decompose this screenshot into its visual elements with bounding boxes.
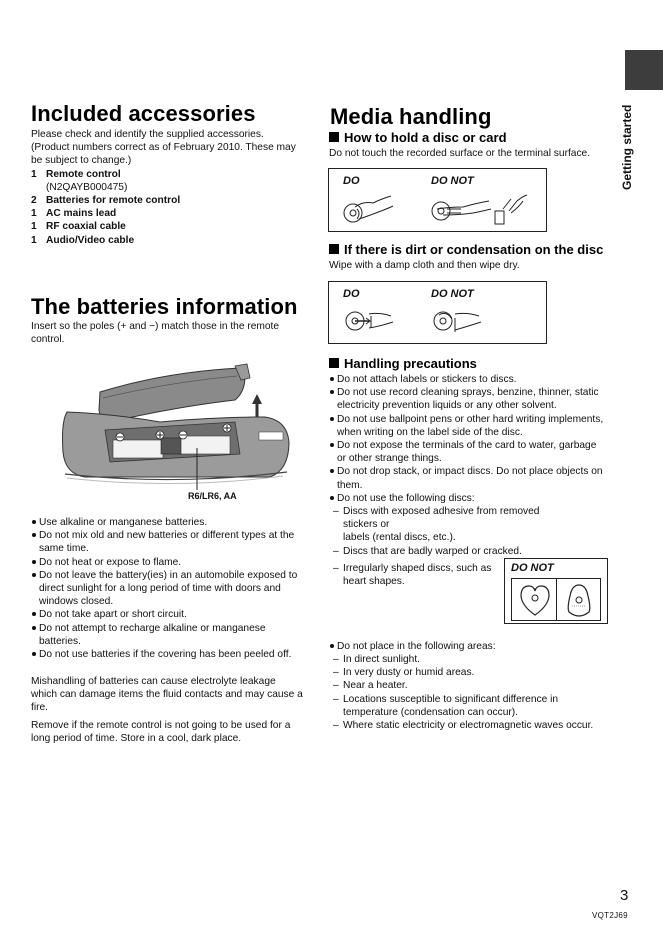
warning-line: Mishandling of batteries can cause electrolyte leakage: [31, 676, 276, 687]
accessory-code-row: [31, 181, 321, 194]
disc-type-item: [329, 545, 559, 558]
bullet-text: batteries.: [39, 635, 81, 647]
area-item: [329, 693, 629, 719]
disc-type-item: [329, 505, 559, 545]
dash-text: Discs with exposed adhesive from removed stickers or: [343, 506, 540, 531]
area-item: [329, 653, 629, 666]
precaution-item: [329, 386, 629, 412]
do-not-label: DO NOT: [431, 288, 474, 300]
battery-precautions-list: [31, 516, 321, 661]
heart-disc-icon: [518, 582, 552, 618]
remote-control-icon: [55, 362, 295, 502]
precaution-item: [329, 413, 629, 439]
accessory-qty: 1: [31, 208, 37, 220]
battery-precaution-item: [31, 608, 321, 621]
bullet-text: when writing on the label side of the disc.: [337, 426, 523, 438]
bullet-text: Use alkaline or manganese batteries.: [39, 517, 208, 528]
bullet-text: Do not mix old and new batteries or different types at the: [39, 530, 295, 542]
battery-precaution-item: [31, 529, 321, 555]
accessory-item: [31, 234, 321, 247]
precaution-item: [329, 465, 629, 491]
bullet-text: Do not drop stack, or impact discs. Do not place objects on: [337, 466, 603, 478]
bullet-text: Do not use batteries if the covering has been peeled off.: [39, 649, 292, 661]
handling-precautions-heading: [329, 356, 477, 372]
hold-disc-surface-icon: [429, 193, 539, 229]
accessory-product-code: (N2QAYB000475): [46, 181, 128, 193]
dash-text: Locations susceptible to significant difference in: [343, 693, 559, 705]
storage-line: long period of time. Store in a cool, dark place.: [31, 733, 242, 745]
accessories-intro-line1: Please check and identify the supplied accessories.: [31, 129, 264, 140]
battery-type-label: R6/LR6, AA: [188, 491, 237, 501]
heading-text: If there is dirt or condensation on the disc: [344, 242, 604, 257]
precaution-item: [329, 439, 629, 465]
bullet-text: Do not place in the following areas:: [337, 641, 496, 652]
hold-disc-text: Do not touch the recorded surface or the terminal surface.: [329, 148, 591, 159]
dirt-heading: [329, 242, 603, 258]
dash-text: Where static electricity or electromagnetic waves occur.: [343, 720, 594, 732]
document-code: VQT2J69: [592, 911, 628, 920]
placement-list: [329, 640, 629, 653]
bullet-text: Do not use record cleaning sprays, benzine, thinner, static: [337, 387, 599, 399]
page-number: 3: [620, 887, 629, 904]
warning-line: fire.: [31, 702, 48, 714]
dash-text: Discs that are badly warped or cracked.: [343, 545, 522, 557]
area-item: [329, 666, 629, 679]
area-item: [329, 719, 629, 732]
dash-text: In very dusty or humid areas.: [343, 667, 475, 679]
disc-shape-panel: [511, 578, 601, 621]
battery-precaution-item: [31, 622, 321, 648]
batteries-title: The batteries information: [31, 294, 298, 319]
accessory-item: [31, 220, 321, 233]
bullet-text: Do not use ballpoint pens or other hard writing implements,: [337, 413, 604, 425]
do-label: DO: [343, 288, 360, 300]
bullet-text: Do not use the following discs:: [337, 492, 475, 504]
accessory-qty: 2: [31, 195, 37, 207]
accessory-name: Audio/Video cable: [46, 234, 135, 246]
media-handling-title: Media handling: [330, 104, 492, 129]
wipe-circular-icon: [431, 306, 491, 336]
wipe-disc-figure-box: [328, 281, 547, 344]
accessory-name: RF coaxial cable: [46, 221, 126, 233]
handling-precautions-list: [329, 373, 629, 505]
dash-text: Irregularly shaped discs, such as: [343, 562, 492, 574]
accessories-intro-line3: be subject to change.): [31, 155, 132, 167]
dash-text: heart shapes.: [343, 576, 405, 588]
bullet-text: Do not leave the battery(ies) in an automobile exposed to: [39, 569, 298, 581]
remote-battery-illustration: [55, 362, 295, 502]
do-not-label: DO NOT: [431, 175, 474, 187]
accessory-name: Remote control: [46, 168, 121, 180]
precaution-item: [329, 373, 629, 386]
irregular-disc-figure-box: [504, 558, 608, 624]
section-tab-text: Getting started: [620, 104, 634, 190]
bullet-text: or other strange things.: [337, 453, 442, 465]
heading-text: Handling precautions: [344, 356, 477, 371]
area-item: [329, 679, 629, 692]
bullet-text: Do not attach labels or stickers to discs.: [337, 374, 517, 385]
accessory-item: [31, 194, 321, 207]
hold-disc-edge-icon: [341, 193, 401, 227]
accessories-list: [31, 168, 321, 247]
do-label: DO: [343, 175, 360, 187]
bullet-text: Do not heat or expose to flame.: [39, 556, 182, 568]
do-not-label: DO NOT: [511, 562, 554, 574]
batteries-intro-line2: control.: [31, 334, 65, 346]
placement-areas-list: [329, 653, 629, 732]
dash-text: labels (rental discs, etc.).: [343, 532, 456, 544]
accessory-item: [31, 207, 321, 220]
dirt-text: Wipe with a damp cloth and then wipe dry.: [329, 260, 520, 271]
battery-storage-paragraph: [31, 719, 321, 745]
accessory-name: Batteries for remote control: [46, 195, 181, 207]
accessory-qty: 1: [31, 221, 37, 233]
battery-precaution-item: [31, 516, 321, 529]
accessory-qty: 1: [31, 168, 37, 180]
battery-precaution-item: [31, 556, 321, 569]
battery-precaution-item: [31, 569, 321, 609]
accessory-qty: 1: [31, 234, 37, 246]
bullet-text: Do not take apart or short circuit.: [39, 609, 187, 621]
batteries-intro-line1: Insert so the poles (+ and −) match those in the remote: [31, 321, 280, 332]
pear-disc-icon: [564, 582, 594, 618]
bullet-text: direct sunlight for a long period of time with doors and: [39, 583, 281, 595]
section-tab-marker: [625, 50, 663, 90]
bullet-text: Do not expose the terminals of the card to water, garbage: [337, 440, 597, 452]
warning-line: which can damage items the fluid contacts and may cause a: [31, 689, 303, 701]
square-bullet-icon: [329, 244, 339, 254]
accessory-item: [31, 168, 321, 181]
accessory-name: AC mains lead: [46, 208, 117, 220]
bullet-text: them.: [337, 479, 363, 491]
section-tab-label: [620, 100, 640, 190]
dash-text: Near a heater.: [343, 680, 408, 692]
wipe-radial-icon: [343, 306, 403, 336]
battery-precaution-item: [31, 648, 321, 661]
bullet-text: electricity prevention liquids or any other solvent.: [337, 400, 557, 412]
heading-text: How to hold a disc or card: [344, 130, 507, 145]
bullet-text: Do not attempt to recharge alkaline or manganese: [39, 622, 266, 634]
accessories-intro-line2: (Product numbers correct as of February 2010. These may: [31, 142, 296, 154]
square-bullet-icon: [329, 358, 339, 368]
bullet-text: same time.: [39, 543, 89, 555]
included-accessories-title: Included accessories: [31, 101, 256, 126]
panel-divider: [556, 579, 557, 620]
bullet-text: windows closed.: [39, 596, 114, 608]
square-bullet-icon: [329, 132, 339, 142]
storage-line: Remove if the remote control is not going to be used for a: [31, 720, 291, 731]
dash-text: In direct sunlight.: [343, 654, 421, 665]
hold-disc-heading: [329, 130, 507, 146]
battery-warning-paragraph: [31, 675, 321, 715]
precaution-item: [329, 640, 629, 653]
precaution-item: [329, 492, 629, 505]
hold-disc-figure-box: [328, 168, 547, 232]
dash-text: temperature (condensation can occur).: [343, 706, 518, 718]
